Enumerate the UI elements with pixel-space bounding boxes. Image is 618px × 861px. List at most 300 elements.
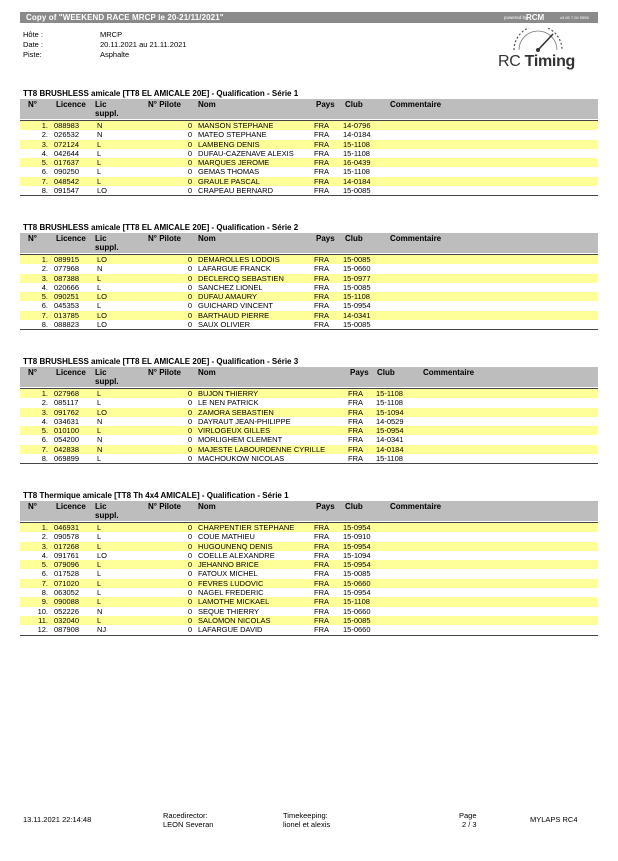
pilot-name: LE NEN PATRICK [198, 398, 259, 408]
pilot-name: MANSON STEPHANE [198, 121, 274, 130]
licence: 090578 [54, 532, 80, 542]
document-title-bar [20, 12, 598, 23]
row-number: 1. [41, 255, 48, 264]
table-row [20, 389, 598, 398]
club: 15-0085 [343, 186, 371, 196]
table-row [20, 551, 598, 560]
licence: 090250 [54, 167, 80, 177]
column-header-club: Club [345, 100, 363, 109]
column-header-licence: Licence [56, 502, 86, 511]
pilot-number: 0 [187, 444, 192, 454]
column-header-lic: Lic [95, 100, 107, 109]
lic-suppl: L [97, 532, 102, 542]
pilot-name: SANCHEZ LIONEL [198, 282, 263, 292]
table-row [20, 255, 598, 264]
country: FRA [314, 569, 329, 579]
column-header-club: Club [345, 502, 363, 511]
row-number: 7. [41, 310, 48, 320]
table-header [20, 501, 598, 521]
section-title: TT8 BRUSHLESS amicale [TT8 EL AMICALE 20E] - Qualification - Série 1 [23, 89, 299, 98]
table-row [20, 597, 598, 606]
pilot-name: LAFARGUE DAVID [198, 625, 263, 635]
pilot-name: LAMOTHE MICKAEL [198, 597, 270, 607]
lic-suppl: L [97, 148, 102, 158]
column-header-suppl: suppl. [95, 243, 119, 252]
country: FRA [348, 398, 363, 408]
licence: 046931 [54, 523, 80, 532]
licence: 090251 [54, 292, 80, 302]
racedirector-label: Racedirector: [163, 811, 208, 820]
version-label: v3.63 7.00 5555 [560, 15, 589, 20]
lic-suppl: L [97, 176, 102, 186]
club: 15-0085 [343, 569, 371, 579]
pilot-number: 0 [187, 435, 192, 445]
table-header [20, 233, 598, 253]
licence: 027968 [54, 389, 80, 398]
column-header-pays: Pays [316, 100, 335, 109]
qualification-section [20, 356, 598, 464]
column-header-pilot-num: N° Pilote [148, 100, 181, 109]
rule-bottom [20, 463, 598, 464]
column-header-lic: Lic [95, 234, 107, 243]
country: FRA [314, 255, 329, 264]
pilot-name: LAFARGUE FRANCK [198, 264, 271, 274]
row-number: 7. [41, 176, 48, 186]
table-row [20, 435, 598, 444]
column-header-suppl: suppl. [95, 377, 119, 386]
licence: 091762 [54, 407, 80, 417]
club: 15-1108 [376, 454, 403, 464]
lic-suppl: L [97, 560, 102, 570]
table-row [20, 274, 598, 283]
event-info [23, 30, 323, 60]
table-header [20, 99, 598, 119]
section-title: TT8 BRUSHLESS amicale [TT8 EL AMICALE 20E] - Qualification - Série 2 [23, 223, 299, 232]
row-number: 2. [41, 264, 48, 274]
country: FRA [314, 320, 329, 330]
pilot-name: BUJON THIERRY [198, 389, 259, 398]
table-row [20, 579, 598, 588]
row-number: 6. [41, 301, 48, 311]
row-number: 10. [37, 606, 48, 616]
pilot-number: 0 [187, 541, 192, 551]
licence: 091547 [54, 186, 80, 196]
country: FRA [314, 532, 329, 542]
table-row [20, 454, 598, 463]
rule-bottom [20, 329, 598, 330]
row-number: 3. [41, 407, 48, 417]
licence: 010100 [54, 426, 80, 436]
lic-suppl: LO [97, 310, 108, 320]
pilot-number: 0 [187, 148, 192, 158]
licence: 017268 [54, 541, 80, 551]
column-header-num: N° [28, 234, 37, 243]
gauge-icon [508, 28, 568, 52]
club: 15-0085 [343, 320, 371, 330]
pilot-name: SEQUE THIERRY [198, 606, 259, 616]
club: 14-0341 [343, 310, 371, 320]
pilot-number: 0 [187, 273, 192, 283]
country: FRA [314, 301, 329, 311]
licence: 017637 [54, 158, 80, 168]
table-row [20, 445, 598, 454]
table-row [20, 625, 598, 634]
pilot-name: SAUX OLIVIER [198, 320, 251, 330]
licence: 069899 [54, 454, 80, 464]
row-number: 7. [41, 578, 48, 588]
pilot-name: CHARPENTIER STEPHANE [198, 523, 295, 532]
licence: 017528 [54, 569, 80, 579]
lic-suppl: N [97, 435, 103, 445]
country: FRA [314, 176, 329, 186]
lic-suppl: L [97, 454, 102, 464]
country: FRA [314, 560, 329, 570]
licence: 087908 [54, 625, 80, 635]
licence: 091761 [54, 550, 80, 560]
lic-suppl: L [97, 615, 102, 625]
country: FRA [314, 550, 329, 560]
column-header-suppl: suppl. [95, 109, 119, 118]
club: 15-0085 [343, 255, 371, 264]
club: 15-1108 [343, 292, 370, 302]
club: 15-0660 [343, 606, 371, 616]
pilot-name: FEVRES LUDOVIC [198, 578, 264, 588]
pilot-number: 0 [187, 454, 192, 464]
pilot-number: 0 [187, 301, 192, 311]
lic-suppl: L [97, 569, 102, 579]
row-number: 4. [41, 282, 48, 292]
row-number: 3. [41, 273, 48, 283]
club: 15-1108 [343, 167, 370, 177]
row-number: 12. [37, 625, 48, 635]
column-header-pilot-num: N° Pilote [148, 502, 181, 511]
column-header-nom: Nom [198, 234, 216, 243]
country: FRA [348, 454, 363, 464]
pilot-name: MACHOUKOW NICOLAS [198, 454, 285, 464]
pilot-name: VIRLOGEUX GILLES [198, 426, 271, 436]
pilot-number: 0 [187, 416, 192, 426]
powered-by-label: powered by [504, 15, 528, 20]
section-title: TT8 BRUSHLESS amicale [TT8 EL AMICALE 20E] - Qualification - Série 3 [23, 357, 299, 366]
pilot-name: MORLIGHEM CLEMENT [198, 435, 283, 445]
pilot-name: BARTHAUD PIERRE [198, 310, 270, 320]
pilot-number: 0 [187, 606, 192, 616]
pilot-name: DUFAU AMAURY [198, 292, 258, 302]
pilot-name: SALOMON NICOLAS [198, 615, 271, 625]
row-number: 4. [41, 550, 48, 560]
row-number: 1. [41, 389, 48, 398]
host-label: Hôte : [23, 30, 44, 39]
table-row [20, 311, 598, 320]
club: 16-0439 [343, 158, 371, 168]
pilot-number: 0 [187, 158, 192, 168]
pilot-number: 0 [187, 597, 192, 607]
licence: 072124 [54, 139, 80, 149]
table-row [20, 542, 598, 551]
lic-suppl: L [97, 523, 102, 532]
pilot-name: JEHANNO BRICE [198, 560, 259, 570]
column-header-licence: Licence [56, 368, 86, 377]
row-number: 11. [38, 615, 48, 625]
country: FRA [314, 310, 329, 320]
country: FRA [314, 186, 329, 196]
rule-bottom [20, 195, 598, 196]
country: FRA [314, 523, 329, 532]
host-value: MRCP [100, 30, 123, 39]
club: 14-0184 [343, 176, 371, 186]
licence: 063052 [54, 588, 80, 598]
table-row [20, 186, 598, 195]
lic-suppl: L [97, 301, 102, 311]
track-label: Piste: [23, 50, 42, 59]
licence: 085117 [54, 398, 79, 408]
column-header-pilot-num: N° Pilote [148, 234, 181, 243]
pilot-name: HUGOUNENQ DENIS [198, 541, 273, 551]
table-row [20, 426, 598, 435]
country: FRA [314, 158, 329, 168]
pilot-name: MATEO STEPHANE [198, 130, 267, 140]
column-header-club: Club [377, 368, 395, 377]
lic-suppl: N [97, 606, 103, 616]
club: 15-0085 [343, 615, 371, 625]
lic-suppl: N [97, 444, 103, 454]
logo-timing-text: Timing [524, 53, 576, 70]
row-number: 4. [41, 416, 48, 426]
row-number: 3. [41, 541, 48, 551]
lic-suppl: L [97, 426, 102, 436]
pilot-number: 0 [187, 398, 192, 408]
pilot-number: 0 [187, 426, 192, 436]
page-number: 2 / 3 [462, 820, 477, 829]
date-label: Date : [23, 40, 44, 49]
pilot-number: 0 [187, 588, 192, 598]
pilot-name: COUE MATHIEU [198, 532, 255, 542]
country: FRA [348, 426, 363, 436]
table-row [20, 167, 598, 176]
club: 15-1108 [376, 389, 403, 398]
print-datetime: 13.11.2021 22:14:48 [23, 815, 92, 824]
country: FRA [314, 578, 329, 588]
pilot-name: NAGEL FREDERIC [198, 588, 264, 598]
section-title: TT8 Thermique amicale [TT8 Th 4x4 AMICALE] - Qualification - Série 1 [23, 491, 289, 500]
pilot-number: 0 [187, 578, 192, 588]
club: 15-0660 [343, 625, 371, 635]
lic-suppl: LO [97, 255, 108, 264]
pilot-number: 0 [187, 139, 192, 149]
qualification-section [20, 88, 598, 196]
club: 15-0977 [343, 273, 371, 283]
table-row [20, 560, 598, 569]
row-number: 1. [41, 121, 48, 130]
row-number: 8. [41, 320, 48, 330]
document-title: Copy of "WEEKEND RACE MRCP le 20-21/11/2021" [26, 13, 224, 22]
club: 15-0954 [343, 588, 371, 598]
country: FRA [314, 282, 329, 292]
table-row [20, 532, 598, 541]
licence: 087388 [54, 273, 80, 283]
lic-suppl: LO [97, 550, 108, 560]
pilot-number: 0 [187, 560, 192, 570]
track-value: Asphalte [100, 50, 130, 59]
pilot-name: LAMBENG DENIS [198, 139, 260, 149]
lic-suppl: LO [97, 186, 108, 196]
column-header-suppl: suppl. [95, 511, 119, 520]
country: FRA [314, 130, 329, 140]
country: FRA [314, 588, 329, 598]
pilot-number: 0 [187, 310, 192, 320]
column-header-num: N° [28, 368, 37, 377]
licence: 090088 [54, 597, 80, 607]
country: FRA [314, 606, 329, 616]
country: FRA [314, 121, 329, 130]
table-row [20, 616, 598, 625]
country: FRA [314, 167, 329, 177]
pilot-number: 0 [187, 523, 192, 532]
country: FRA [348, 444, 363, 454]
rule-bottom [20, 635, 598, 636]
row-number: 6. [41, 569, 48, 579]
column-header-nom: Nom [198, 368, 216, 377]
licence: 048542 [54, 176, 80, 186]
club: 15-0954 [343, 560, 371, 570]
country: FRA [348, 389, 363, 398]
table-row [20, 292, 598, 301]
column-header-comment: Commentaire [390, 100, 442, 109]
club: 15-0085 [343, 282, 371, 292]
pilot-number: 0 [187, 320, 192, 330]
pilot-number: 0 [187, 550, 192, 560]
lic-suppl: L [97, 389, 102, 398]
column-header-nom: Nom [198, 100, 216, 109]
lic-suppl: N [97, 264, 103, 274]
country: FRA [348, 416, 363, 426]
licence: 088983 [54, 121, 80, 130]
column-header-num: N° [28, 100, 37, 109]
pilot-name: GEMAS THOMAS [198, 167, 260, 177]
pilot-number: 0 [187, 264, 192, 274]
licence: 013785 [54, 310, 80, 320]
row-number: 2. [41, 398, 48, 408]
pilot-number: 0 [187, 407, 192, 417]
pilot-name: DAYRAUT JEAN-PHILIPPE [198, 416, 291, 426]
country: FRA [314, 148, 329, 158]
licence: 020666 [54, 282, 80, 292]
country: FRA [348, 407, 363, 417]
table-row [20, 283, 598, 292]
pilot-name: COELLE ALEXANDRE [198, 550, 275, 560]
club: 15-1108 [343, 597, 370, 607]
table-row [20, 417, 598, 426]
club: 14-0184 [376, 444, 404, 454]
country: FRA [314, 541, 329, 551]
pilot-number: 0 [187, 255, 192, 264]
lic-suppl: LO [97, 407, 108, 417]
pilot-number: 0 [187, 167, 192, 177]
date-value: 20.11.2021 au 21.11.2021 [100, 40, 187, 49]
table-row [20, 408, 598, 417]
licence: 071020 [54, 578, 80, 588]
lic-suppl: L [97, 282, 102, 292]
table-row [20, 149, 598, 158]
licence: 089915 [54, 255, 80, 264]
table-row [20, 158, 598, 167]
club: 15-0954 [343, 541, 371, 551]
row-number: 2. [41, 532, 48, 542]
table-row [20, 130, 598, 139]
row-number: 8. [41, 186, 48, 196]
lic-suppl: L [97, 167, 102, 177]
club: 15-0954 [343, 301, 371, 311]
row-number: 8. [41, 588, 48, 598]
club: 15-0954 [343, 523, 371, 532]
column-header-comment: Commentaire [423, 368, 475, 377]
table-row [20, 523, 598, 532]
table-row [20, 607, 598, 616]
qualification-section [20, 490, 598, 636]
country: FRA [314, 292, 329, 302]
pilot-number: 0 [187, 282, 192, 292]
licence: 042644 [54, 148, 80, 158]
country: FRA [314, 625, 329, 635]
lic-suppl: N [97, 416, 103, 426]
pilot-name: ZAMORA SEBASTIEN [198, 407, 274, 417]
club: 15-0660 [343, 264, 371, 274]
club: 14-0796 [343, 121, 371, 130]
pilot-number: 0 [187, 186, 192, 196]
row-number: 5. [41, 560, 48, 570]
country: FRA [314, 597, 329, 607]
pilot-number: 0 [187, 569, 192, 579]
racedirector-value: LEON Severan [163, 820, 214, 829]
country: FRA [348, 435, 363, 445]
pilot-number: 0 [187, 130, 192, 140]
pilot-name: DEMAROLLES LODOIS [198, 255, 280, 264]
club: 15-1108 [343, 148, 370, 158]
pilot-name: MARQUES JEROME [198, 158, 270, 168]
row-number: 2. [41, 130, 48, 140]
timekeeping-label: Timekeeping: [283, 811, 328, 820]
lic-suppl: L [97, 588, 102, 598]
club: 14-0341 [376, 435, 404, 445]
row-number: 5. [41, 158, 48, 168]
club: 15-1094 [376, 407, 404, 417]
system-label: MYLAPS RC4 [530, 815, 578, 824]
table-row [20, 398, 598, 407]
licence: 077968 [54, 264, 80, 274]
licence: 045353 [54, 301, 80, 311]
pilot-name: GRAULE PASCAL [198, 176, 260, 186]
rc-timing-logo [494, 28, 582, 74]
qualification-section [20, 222, 598, 330]
lic-suppl: L [97, 597, 102, 607]
lic-suppl: L [97, 139, 102, 149]
row-number: 9. [41, 597, 48, 607]
country: FRA [314, 615, 329, 625]
licence: 034631 [54, 416, 80, 426]
row-number: 7. [41, 444, 48, 454]
lic-suppl: L [97, 541, 102, 551]
pilot-number: 0 [187, 615, 192, 625]
row-number: 4. [41, 148, 48, 158]
row-number: 1. [41, 523, 48, 532]
table-row [20, 301, 598, 310]
table-row [20, 264, 598, 273]
lic-suppl: LO [97, 292, 108, 302]
licence: 088823 [54, 320, 80, 330]
table-row [20, 121, 598, 130]
row-number: 3. [41, 139, 48, 149]
club: 15-1094 [343, 550, 371, 560]
